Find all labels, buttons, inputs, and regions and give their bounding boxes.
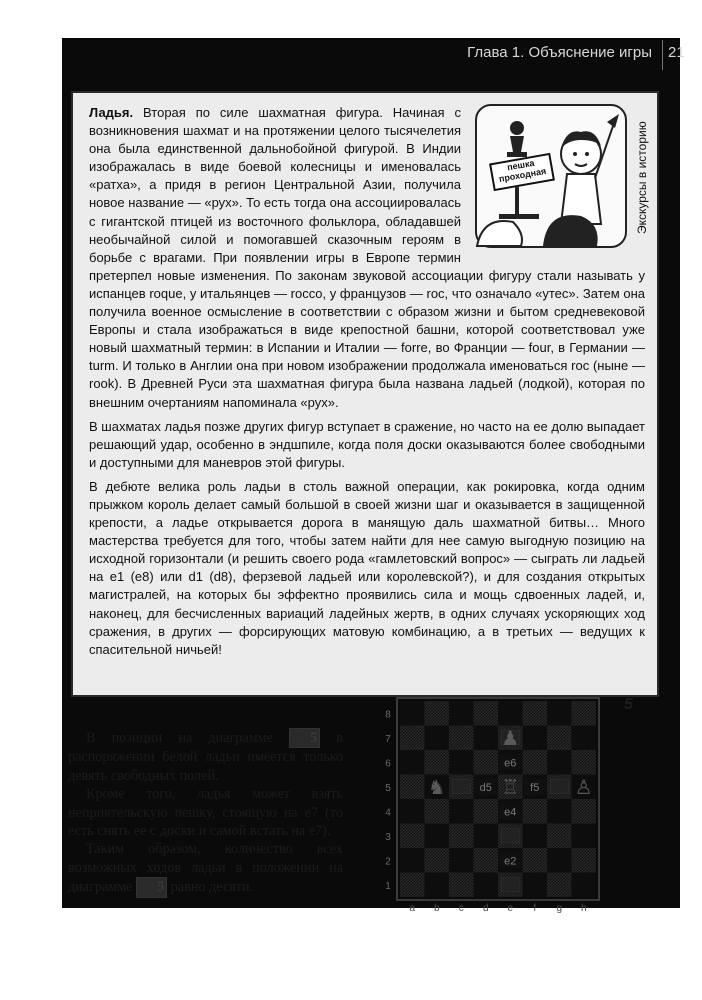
move-marker [550, 780, 568, 794]
board-square [572, 701, 597, 726]
chessboard [370, 696, 610, 914]
paragraph-text: В дебюте велика роль ладьи в столь важной операции, как рокировка, когда одним прыжком король делает самый большой в своей жизни шаг и оказывается в защищенной крепости, а ладье открывается дорога в манящую даль шахматной битвы… Много мастерства требуется для того, чтобы затем найти для нее самую выгодную позицию на исходной горизонтали (и решить своего рода «гамлетовский вопрос» — сыграть ли ладьей на e1 (e8) или d1 (d8), ферзевой ладьей или королевской?), и для создания открытых магистралей, на которых бы эффектно проявились сила и мощь сдвоенных ладей, и, наконец, для бесчисленных вариаций ладейных жертв, в одних случаях ускоряющих ход сражения, в других — форсирующих матовую комбинацию, а в третьих — ведущих к спасительной ничьей! [89, 478, 645, 657]
board-square [449, 873, 474, 898]
board-square [547, 873, 572, 898]
board-square [572, 848, 597, 873]
board-square [498, 701, 523, 726]
board-square [547, 848, 572, 873]
paragraph-text: В шахматах ладья позже других фигур вступает в сражение, но часто на ее долю выпадает решающий удар, особенно в эндшпиле, когда поля доски оказываются более свободными и доступными для маневров этой фигуры. [89, 418, 645, 470]
board-square [523, 824, 548, 849]
board-square [425, 873, 450, 898]
white-rook-icon: ♖ [501, 774, 520, 799]
board-square [474, 848, 499, 873]
board-square [400, 848, 425, 873]
explanation-text: равно десяти. [167, 879, 254, 896]
board-square [400, 824, 425, 849]
file-label: h [580, 903, 587, 914]
explanation-text: Таким образом, количество всех возможных ходов ладьи в положении на диаграмме [68, 841, 343, 896]
history-paragraph [89, 418, 645, 472]
black-knight-icon: ♞ [427, 774, 446, 799]
board-square [425, 824, 450, 849]
illustration-frame [475, 104, 627, 248]
diagram-reference: 5 [136, 877, 167, 897]
file-label: a [409, 903, 416, 914]
board-square [474, 701, 499, 726]
board-square [449, 750, 474, 775]
board-square [572, 726, 597, 751]
rank-label: 2 [385, 856, 391, 868]
rank-label: 8 [385, 709, 391, 721]
board-square [523, 726, 548, 751]
board-square [547, 750, 572, 775]
rank-label: 3 [385, 831, 391, 843]
board-square [425, 726, 450, 751]
board-square [449, 848, 474, 873]
square-label: e2 [504, 855, 517, 868]
section-caption: Экскурсы в историю [635, 121, 649, 235]
history-illustration [475, 104, 653, 256]
square-label: d5 [479, 781, 492, 794]
rank-label: 7 [385, 733, 391, 745]
explanation-text: В позиции на диаграмме [86, 730, 290, 746]
page-number: 21 [668, 44, 685, 61]
chess-diagram [370, 696, 610, 914]
board-square [547, 799, 572, 824]
explanation-paragraph [68, 785, 343, 840]
board-square [523, 848, 548, 873]
board-square [523, 750, 548, 775]
file-label: e [507, 903, 514, 914]
history-sidebar-box [71, 91, 659, 697]
board-square [572, 873, 597, 898]
move-marker [501, 829, 519, 843]
board-square [572, 824, 597, 849]
board-square [547, 726, 572, 751]
board-square [474, 873, 499, 898]
board-square [449, 824, 474, 849]
history-paragraph [89, 478, 645, 659]
board-square [474, 824, 499, 849]
board-square [400, 873, 425, 898]
board-square [474, 799, 499, 824]
board-square [572, 750, 597, 775]
book-page [62, 38, 685, 914]
board-square [449, 701, 474, 726]
explanation-paragraph [68, 840, 343, 897]
file-label: c [458, 903, 464, 914]
board-square [400, 799, 425, 824]
rank-label: 4 [385, 807, 391, 819]
board-square [425, 848, 450, 873]
square-label: e4 [504, 806, 517, 819]
board-square [523, 701, 548, 726]
board-square [474, 726, 499, 751]
rank-label: 6 [385, 758, 391, 770]
file-label: g [556, 903, 563, 914]
board-square [425, 750, 450, 775]
explanation-paragraph [68, 728, 343, 785]
white-pawn-icon: ♙ [574, 774, 593, 799]
diagram-reference: 5 [289, 728, 320, 748]
square-label: e6 [504, 757, 517, 770]
diagram-explanation [68, 728, 343, 898]
file-label: d [482, 903, 489, 914]
board-square [449, 799, 474, 824]
rank-label: 5 [385, 782, 391, 794]
paragraph-text: Вторая по силе шахматная фигура. Начиная с возникновения шахмат и на протяжении целого тысячелетия она была единственной дальнобойной фигурой. В Индии изображалась в виде боевой колесницы и именовалась «ратха», а придя в регион Центральной Азии, получила новое название — «рух». То есть тогда она ассоциировалась с гигантской птицей из восточного фольклора, обладавшей необычайной силой и помогавшей сказочным героям в борьбе с врагами. При появлении игры в Европе термин претерпел новые изменения. По законам звуковой ассоциации фигуру стали называть у испанцев roque, у итальянцев — rocco, у французов — roc, что означало «утес». Затем она получила военное осмысление в соответствии с образом жизни и бытом средневековой Европы и стала изображаться в виде крепостной башни, которой соответствовал уже новый шахматный термин: в Испании и Италии — forre, во Франции — four, в Германии — turm. И только в Англии она при новом изображении продолжала именоваться roc (ныне — rook). В Древней Руси эта шахматная фигура была названа ладьей (лодкой), которая по внешним очертаниям напоминала «рух». [89, 105, 645, 410]
board-square [400, 775, 425, 800]
board-square [547, 824, 572, 849]
board-square [449, 726, 474, 751]
board-square [523, 799, 548, 824]
move-marker [452, 780, 470, 794]
board-square [400, 726, 425, 751]
board-square [474, 750, 499, 775]
board-square [400, 750, 425, 775]
illustration-sign: пешка проходная [489, 153, 555, 191]
black-pawn-icon: ♟ [501, 725, 520, 750]
explanation-text: в распоряжении белой ладьи имеется только девять свободных полей. [68, 730, 343, 784]
move-marker [501, 878, 519, 892]
diagram-number: 5 [624, 696, 633, 713]
board-square [572, 799, 597, 824]
board-square [523, 873, 548, 898]
rank-label: 1 [385, 880, 391, 892]
file-label: f [533, 903, 537, 914]
board-square [400, 701, 425, 726]
file-label: b [433, 903, 440, 914]
explanation-text: Кроме того, ладья может взять неприятельскую пешку, стоящую на е7 (то есть снять ее с доски и самой встать на е7). [68, 786, 343, 840]
history-text [89, 104, 649, 665]
board-square [547, 701, 572, 726]
board-square [425, 701, 450, 726]
square-label: f5 [530, 781, 540, 794]
term-heading: Ладья. [89, 105, 134, 120]
chapter-title: Глава 1. Объяснение игры [467, 44, 652, 61]
header-divider [662, 40, 663, 70]
board-square [425, 799, 450, 824]
